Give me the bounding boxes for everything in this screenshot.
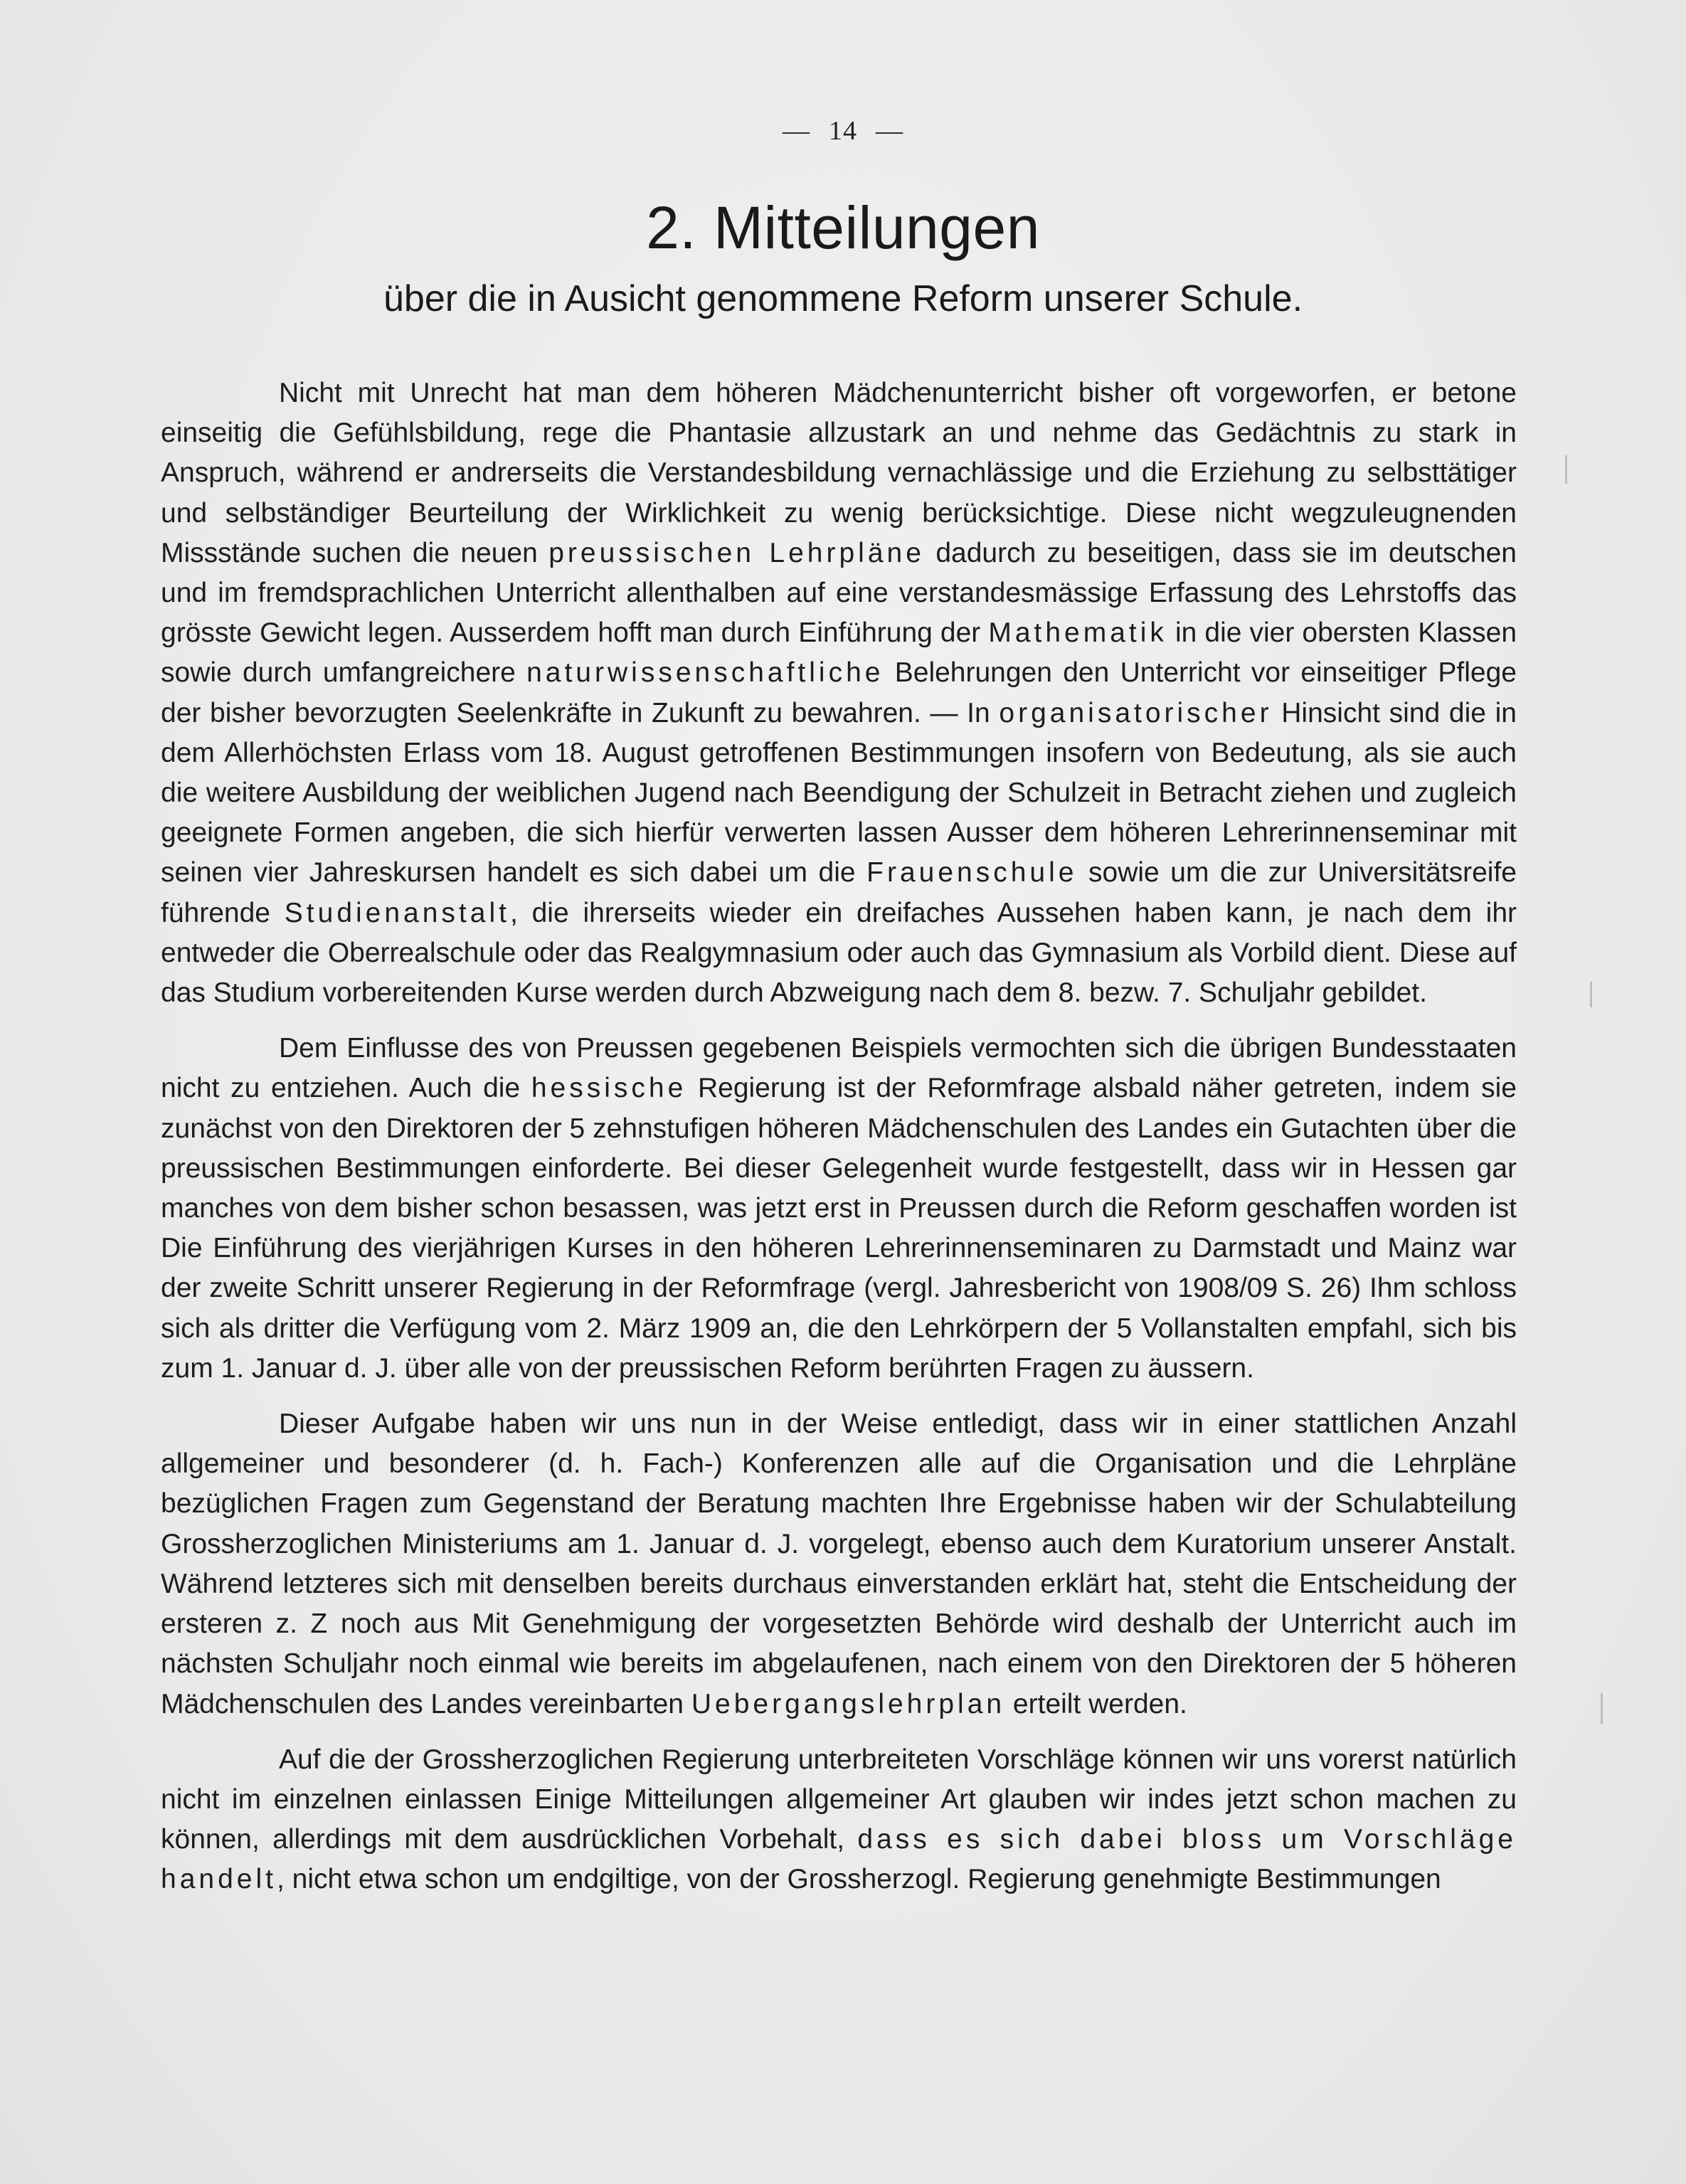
paragraph-1: [161, 373, 1517, 1013]
text-segment: dadurch zu beseitigen, dass sie im deutschen und im fremdsprachlichen Unterricht allenthalben auf eine verstandesmässige Erfassung des Lehrstoffs das grösste Gewicht legen. Ausserdem hofft man durch Einführung der: [161, 537, 1517, 649]
page-subtitle: über die in Ausicht genommene Reform unserer Schule.: [383, 278, 1303, 319]
text-segment: Hinsicht sind die in dem Allerhöchsten Erlass vom 18. August getroffenen Bestimmungen insofern von Bedeutung, als sie auch die weitere Ausbildung der weiblichen Jugend nach Beendigung der Schulzeit in Betracht ziehen und zugleich geeignete Formen angeben, die sich hierfür verwerten lassen Ausser dem höheren Lehrerinnenseminar mit seinen vier Jahreskursen handelt es sich dabei um die: [161, 697, 1517, 889]
text-segment: Dieser Aufgabe haben wir uns nun in der Weise entledigt, dass wir in einer stattlichen Anzahl allgemeiner und besonderer (d. h. Fach-) Konferenzen alle auf die Organisation und die Lehrpläne bezüglichen Fragen zum Gegenstand der Beratung machten Ihre Ergebnisse haben wir der Schulabteilung Grossherzoglichen Ministeriums am 1. Januar d. J. vorgelegt, ebenso auch dem Kuratorium unserer Anstalt. Während letzteres sich mit denselben bereits durchaus einverstanden erklärt hat, steht die Entscheidung der ersteren z. Z noch aus Mit Genehmigung der vorgesetzten Behörde wird deshalb der Unterricht auch im nächsten Schuljahr noch einmal wie bereits im abgelaufenen, nach einem von den Direktoren der 5 höheren Mädchenschulen des Landes vereinbarten: [161, 1409, 1517, 1719]
text-segment: Dem Einflusse des von Preussen gegebenen Beispiels vermochten sich die übrigen Bundesstaaten nicht zu entziehen. Auch die: [161, 1033, 1517, 1104]
page-number-value: 14: [829, 116, 857, 146]
text-segment: sowie um die zur Universitätsreife führende: [161, 857, 1517, 928]
text-segment: Nicht mit Unrecht hat man dem höheren Mädchenunterricht bisher oft vorgeworfen, er betone einseitig die Gefühlsbildung, rege die Phantasie allzustark an und nehme das Gedächtnis zu stark in Anspruch, während er andrerseits die Verstandesbildung vernachlässige und die Erziehung zu selbsttätiger und selbständiger Beurteilung der Wirklichkeit zu wenig berücksichtige. Diese nicht wegzuleugnenden Missstände suchen die neuen: [161, 378, 1517, 568]
paragraph-2: [161, 1029, 1517, 1389]
spaced-emphasis: Frauenschule: [866, 857, 1078, 889]
page-number-dash-right: —: [876, 116, 903, 146]
paragraph-3: [161, 1404, 1517, 1724]
page-title: 2. Mitteilungen: [646, 194, 1040, 261]
text-segment: Auf die der Grossherzoglichen Regierung unterbreiteten Vorschläge können wir uns vorerst natürlich nicht im einzelnen einlassen Einige Mitteilungen allgemeiner Art glauben wir indes jetzt schon machen zu können, allerdings mit dem ausdrücklichen Vorbehalt,: [161, 1744, 1517, 1855]
spaced-emphasis: organisatorischer: [999, 697, 1273, 728]
spaced-emphasis: hessische: [531, 1073, 687, 1104]
text-segment: , die ihrerseits wieder ein dreifaches Aussehen haben kann, je nach dem ihr entweder die Oberrealschule oder das Realgymnasium oder auch das Gymnasium als Vorbild dient. Diese auf das Studium vorbereitenden Kurse werden durch Abzweigung nach dem 8. bezw. 7. Schuljahr gebildet.: [161, 897, 1517, 1009]
spaced-emphasis: Mathematik: [988, 617, 1167, 649]
body-text: [161, 373, 1517, 1916]
page-number-dash-left: —: [783, 116, 810, 146]
scan-artifact: [1590, 982, 1592, 1007]
spaced-emphasis: Uebergangslehrplan: [691, 1688, 1006, 1719]
text-segment: Regierung ist der Reformfrage alsbald näher getreten, indem sie zunächst von den Direktoren der 5 zehnstufigen höheren Mädchenschulen des Landes ein Gutachten über die preussischen Bestimmungen einforderte. Bei dieser Gelegenheit wurde festgestellt, dass wir in Hessen gar manches von dem bisher schon besassen, was jetzt erst in Preussen durch die Reform geschaffen worden ist Die Einführung des vierjährigen Kurses in den höheren Lehrerinnenseminaren zu Darmstadt und Mainz war der zweite Schritt unserer Regierung in der Reformfrage (vergl. Jahresbericht von 1908/09 S. 26) Ihm schloss sich als dritter die Verfügung vom 2. März 1909 an, die den Lehrkörpern der 5 Vollanstalten empfahl, sich bis zum 1. Januar d. J. über alle von der preussischen Reform berührten Fragen zu äussern.: [161, 1073, 1517, 1384]
text-segment: erteilt werden.: [1005, 1688, 1187, 1719]
paragraph-4: [161, 1740, 1517, 1900]
spaced-emphasis: Studienanstalt: [284, 897, 510, 928]
page-number: [0, 115, 1686, 147]
scan-artifact: [1601, 1693, 1603, 1724]
scan-artifact: [1565, 455, 1567, 484]
text-segment: in die vier obersten Klassen sowie durch umfangreichere: [161, 617, 1517, 689]
spaced-emphasis: naturwissenschaftliche: [526, 657, 884, 689]
spaced-emphasis: dass es sich dabei bloss um Vorschläge handelt: [161, 1824, 1517, 1895]
text-segment: Belehrungen den Unterricht vor einseitiger Pflege der bisher bevorzugten Seelenkräfte in Zukunft zu bewahren. — In: [161, 657, 1517, 728]
text-segment: , nicht etwa schon um endgiltige, von der Grossherzogl. Regierung genehmigte Bestimmungen: [276, 1864, 1441, 1895]
spaced-emphasis: preussischen Lehrpläne: [548, 537, 925, 568]
